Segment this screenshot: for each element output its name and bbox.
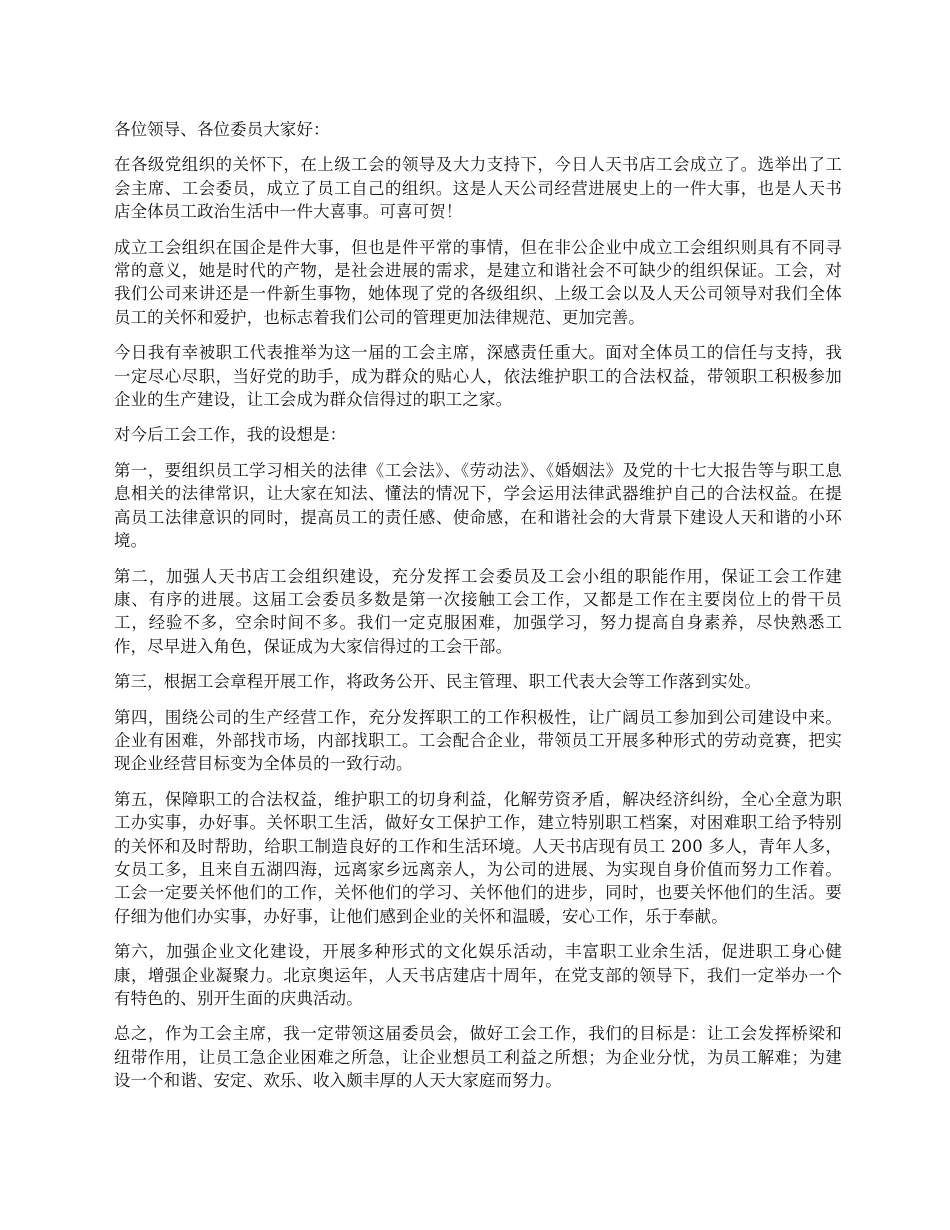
salutation: 各位领导、各位委员大家好： xyxy=(114,120,330,139)
paragraph-point-6: 第六，加强企业文化建设，开展多种形式的文化娱乐活动，丰富职工业余生活，促进职工身心健康，增强企业凝聚力。北京奥运年，人天书店建店十周年，在党支部的领导下，我们一定举办一个有特色的、别开生面的庆典活动。 xyxy=(114,942,842,1008)
paragraph-point-5: 第五，保障职工的合法权益，维护职工的切身利益，化解劳资矛盾，解决经济纠纷，全心全意为职工办实事，办好事。关怀职工生活，做好女工保护工作，建立特别职工档案，对困难职工给予特别的关怀和及时帮助，给职工制造良好的工作和生活环境。人天书店现有员工 200 多人，青年人多，女员工多，且来自五湖四海，远离家乡远离亲人，为公司的进展、为实现自身价值而努力工作着。工会一定要关怀他们的工作，关怀他们的学习、关怀他们的进步，同时，也要关怀他们的生活。要仔细为他们办实事，办好事，让他们感到企业的关怀和温暖，安心工作，乐于奉献。 xyxy=(114,789,842,926)
paragraph-responsibility: 今日我有幸被职工代表推举为这一届的工会主席，深感责任重大。面对全体员工的信任与支持，我一定尽心尽职，当好党的助手，成为群众的贴心人，依法维护职工的合法权益，带领职工积极参加企业的生产建设，让工会成为群众信得过的职工之家。 xyxy=(114,343,842,410)
paragraph-point-2: 第二，加强人天书店工会组织建设，充分发挥工会委员及工会小组的职能作用，保证工会工作建康、有序的进展。这届工会委员多数是第一次接触工会工作，又都是工作在主要岗位上的骨干员工，经验不多，空余时间不多。我们一定克服困难，加强学习，努力提高自身素养，尽快熟悉工作，尽早进入角色，保证成为大家信得过的工会干部。 xyxy=(114,566,842,656)
paragraph-point-3: 第三，根据工会章程开展工作，将政务公开、民主管理、职工代表大会等工作落到实处。 xyxy=(114,672,762,692)
paragraph-conclusion: 总之，作为工会主席，我一定带领这届委员会，做好工会工作，我们的目标是：让工会发挥桥梁和纽带作用，让员工急企业困难之所急，让企业想员工利益之所想；为企业分忧，为员工解难；为建设一个和谐、安定、欢乐、收入颇丰厚的人天大家庭而努力。 xyxy=(114,1024,842,1091)
paragraph-intro: 在各级党组织的关怀下，在上级工会的领导及大力支持下，今日人天书店工会成立了。选举出了工会主席、工会委员，成立了员工自己的组织。这是人天公司经营进展史上的一件大事，也是人天书店全体员工政治生活中一件大喜事。可喜可贺！ xyxy=(114,155,842,222)
document-body xyxy=(114,118,842,1105)
paragraph-plan-intro: 对今后工会工作，我的设想是： xyxy=(114,425,347,445)
paragraph-point-1: 第一，要组织员工学习相关的法律《工会法》、《劳动法》、《婚姻法》及党的十七大报告等与职工息息相关的法律常识，让大家在知法、懂法的情况下，学会运用法律武器维护自己的合法权益。在提高员工法律意识的同时，提高员工的责任感、使命感，在和谐社会的大背景下建设人天和谐的小环境。 xyxy=(114,460,842,551)
paragraph-point-4: 第四，围绕公司的生产经营工作，充分发挥职工的工作积极性，让广阔员工参加到公司建设中来。企业有困难，外部找市场，内部找职工。工会配合企业，带领员工开展多种形式的劳动竞赛，把实现企业经营目标变为全体员的一致行动。 xyxy=(114,707,842,774)
paragraph-significance: 成立工会组织在国企是件大事，但也是件平常的事情，但在非公企业中成立工会组织则具有不同寻常的意义，她是时代的产物，是社会进展的需求，是建立和谐社会不可缺少的组织保证。工会，对我们公司来讲还是一件新生事物，她体现了党的各级组织、上级工会以及人天公司领导对我们全体员工的关怀和爱护，也标志着我们公司的管理更加法律规范、更加完善。 xyxy=(114,237,842,327)
